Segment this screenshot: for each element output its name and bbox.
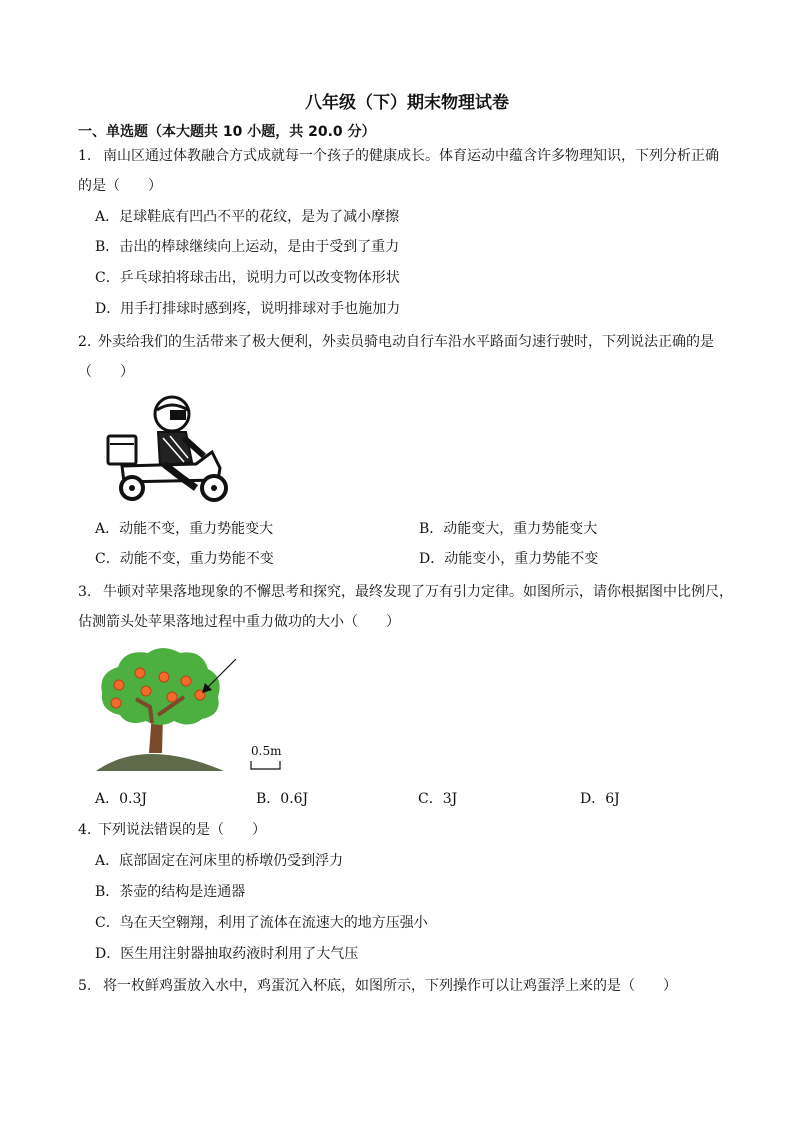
question-stem: 外卖给我们的生活带来了极大便利，外卖员骑电动自行车沿水平路面匀速行驶时，下列说法正确的是 <box>98 334 714 350</box>
option-b: B．击出的棒球继续向上运动，是由于受到了重力 <box>95 239 400 255</box>
scale-bar <box>250 759 282 771</box>
question-number: 5. <box>78 978 92 994</box>
question-number: 4. <box>78 822 92 838</box>
option-d: D．6J <box>580 791 620 807</box>
option-a: A．动能不变，重力势能变大 <box>95 521 274 537</box>
option-c: C．乒乓球拍将球击出，说明力可以改变物体形状 <box>95 270 400 286</box>
question-stem: 下列说法错误的是（ ） <box>98 822 266 838</box>
delivery-rider-illustration <box>100 392 240 507</box>
option-c: C．3J <box>418 791 458 807</box>
page-title: 八年级（下）期末物理试卷 <box>305 93 509 113</box>
option-b: B．0.6J <box>256 791 309 807</box>
option-c: C．动能不变，重力势能不变 <box>95 551 274 567</box>
question-number: 2. <box>78 334 92 350</box>
question-stem: 南山区通过体教融合方式成就每一个孩子的健康成长。体育运动中蕴含许多物理知识，下列分析正确 <box>103 148 719 164</box>
option-a: A．足球鞋底有凹凸不平的花纹，是为了减小摩擦 <box>95 209 400 225</box>
apple-tree-illustration <box>94 645 244 773</box>
option-a: A．0.3J <box>95 791 147 807</box>
question-stem: 将一枚鲜鸡蛋放入水中，鸡蛋沉入杯底，如图所示，下列操作可以让鸡蛋浮上来的是（ ） <box>103 978 677 994</box>
question-stem: 牛顿对苹果落地现象的不懈思考和探究，最终发现了万有引力定律。如图所示，请你根据图中比例尺， <box>103 584 733 600</box>
option-b: B．茶壶的结构是连通器 <box>95 884 246 900</box>
option-c: C．鸟在天空翱翔，利用了流体在流速大的地方压强小 <box>95 915 428 931</box>
question-number: 3. <box>78 584 92 600</box>
option-a: A．底部固定在河床里的桥墩仍受到浮力 <box>95 853 344 869</box>
question-number: 1. <box>78 148 92 164</box>
question-stem: （ ） <box>78 364 134 380</box>
section-heading: 一、单选题（本大题共 10 小题，共 20.0 分） <box>78 124 376 140</box>
option-b: B．动能变大，重力势能变大 <box>419 521 598 537</box>
question-stem: 的是（ ） <box>78 178 162 194</box>
option-d: D．用手打排球时感到疼，说明排球对手也施加力 <box>95 301 401 317</box>
scale-label: 0.5m <box>251 744 282 758</box>
option-d: D．动能变小，重力势能不变 <box>419 551 599 567</box>
option-d: D．医生用注射器抽取药液时利用了大气压 <box>95 946 359 962</box>
question-stem: 估测箭头处苹果落地过程中重力做功的大小（ ） <box>78 614 400 630</box>
